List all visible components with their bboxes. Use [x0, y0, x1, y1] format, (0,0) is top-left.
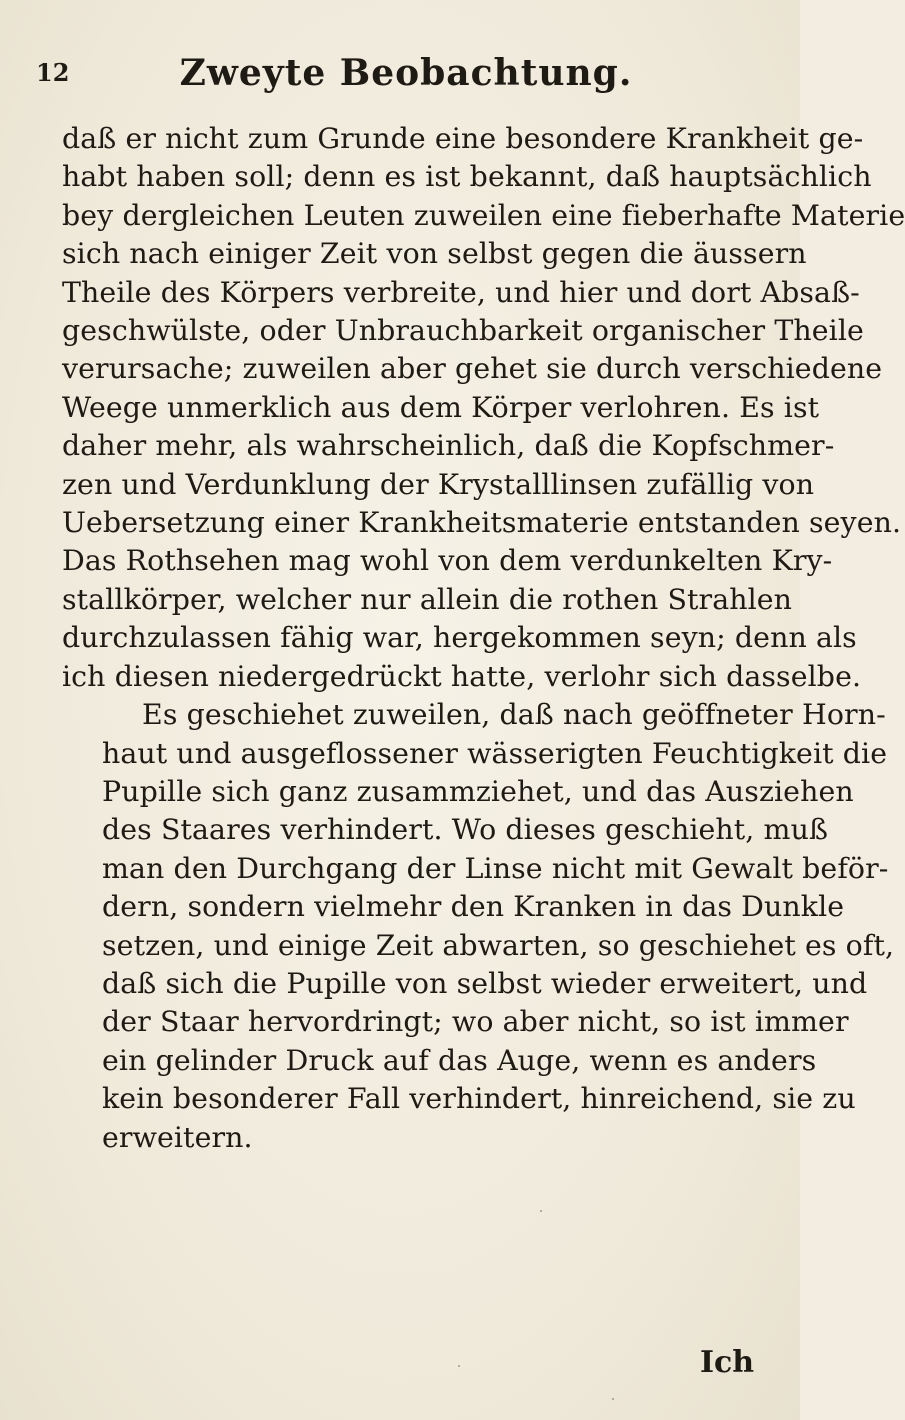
text-line: daher mehr, als wahrscheinlich, daß die Kopfschmer- — [62, 429, 835, 463]
text-line: geschwülste, oder Unbrauchbarkeit organischer Theile — [62, 314, 864, 348]
text-line: Pupille sich ganz zusammziehet, und das Ausziehen — [102, 774, 854, 808]
text-line: dern, sondern vielmehr den Kranken in das Dunkle — [102, 890, 845, 924]
text-line: Uebersetzung einer Krankheitsmaterie entstanden seyen. — [62, 506, 902, 540]
text-line: bey dergleichen Leuten zuweilen eine fieberhafte Materie — [62, 198, 905, 232]
text-line: daß er nicht zum Grunde eine besondere Krankheit ge- — [62, 122, 864, 155]
paper-speck — [540, 1210, 542, 1212]
text-line: ein gelinder Druck auf das Auge, wenn es anders — [102, 1043, 817, 1077]
text-line: ich diesen niedergedrückt hatte, verlohr sich dasselbe. — [62, 659, 862, 693]
text-line: durchzulassen fähig war, hergekommen seyn; denn als — [62, 621, 857, 655]
text-line: kein besonderer Fall verhindert, hinreichend, sie zu — [102, 1082, 856, 1116]
catchword: Ich — [700, 1345, 755, 1380]
text-line: der Staar hervordringt; wo aber nicht, so ist immer — [102, 1005, 849, 1039]
page-header — [36, 52, 776, 112]
paper-speck — [458, 1365, 460, 1367]
page-number: 12 — [36, 58, 70, 87]
text-line: haut und ausgeflossener wässerigten Feuchtigkeit die — [102, 736, 888, 770]
text-line: sich nach einiger Zeit von selbst gegen die äussern — [62, 237, 807, 271]
text-line: daß sich die Pupille von selbst wieder erweitert, und — [102, 966, 868, 1000]
body-text — [62, 120, 905, 1157]
paragraph-2 — [62, 696, 895, 1157]
text-line: Theile des Körpers verbreite, und hier und dort Absaß- — [62, 275, 860, 309]
text-line: erweitern. — [102, 1120, 253, 1154]
text-line: verursache; zuweilen aber gehet sie durch verschiedene — [62, 352, 883, 386]
text-line: stallkörper, welcher nur allein die rothen Strahlen — [62, 582, 793, 616]
paragraph-1 — [62, 120, 905, 696]
text-line: des Staares verhindert. Wo dieses geschieht, muß — [102, 813, 829, 847]
text-line: man den Durchgang der Linse nicht mit Gewalt beför- — [102, 851, 889, 885]
text-line: habt haben soll; denn es ist bekannt, daß hauptsächlich — [62, 160, 872, 194]
text-line: zen und Verdunklung der Krystalllinsen zufällig von — [62, 467, 815, 501]
paper-speck — [612, 1398, 614, 1400]
text-line: Weege unmerklich aus dem Körper verlohren. Es ist — [62, 390, 820, 424]
text-line: setzen, und einige Zeit abwarten, so geschiehet es oft, — [102, 928, 895, 962]
text-line: Es geschiehet zuweilen, daß nach geöffneter Horn- — [142, 698, 886, 732]
text-line: Das Rothsehen mag wohl von dem verdunkelten Kry- — [62, 544, 833, 578]
running-title: Zweyte Beobachtung. — [179, 52, 633, 94]
